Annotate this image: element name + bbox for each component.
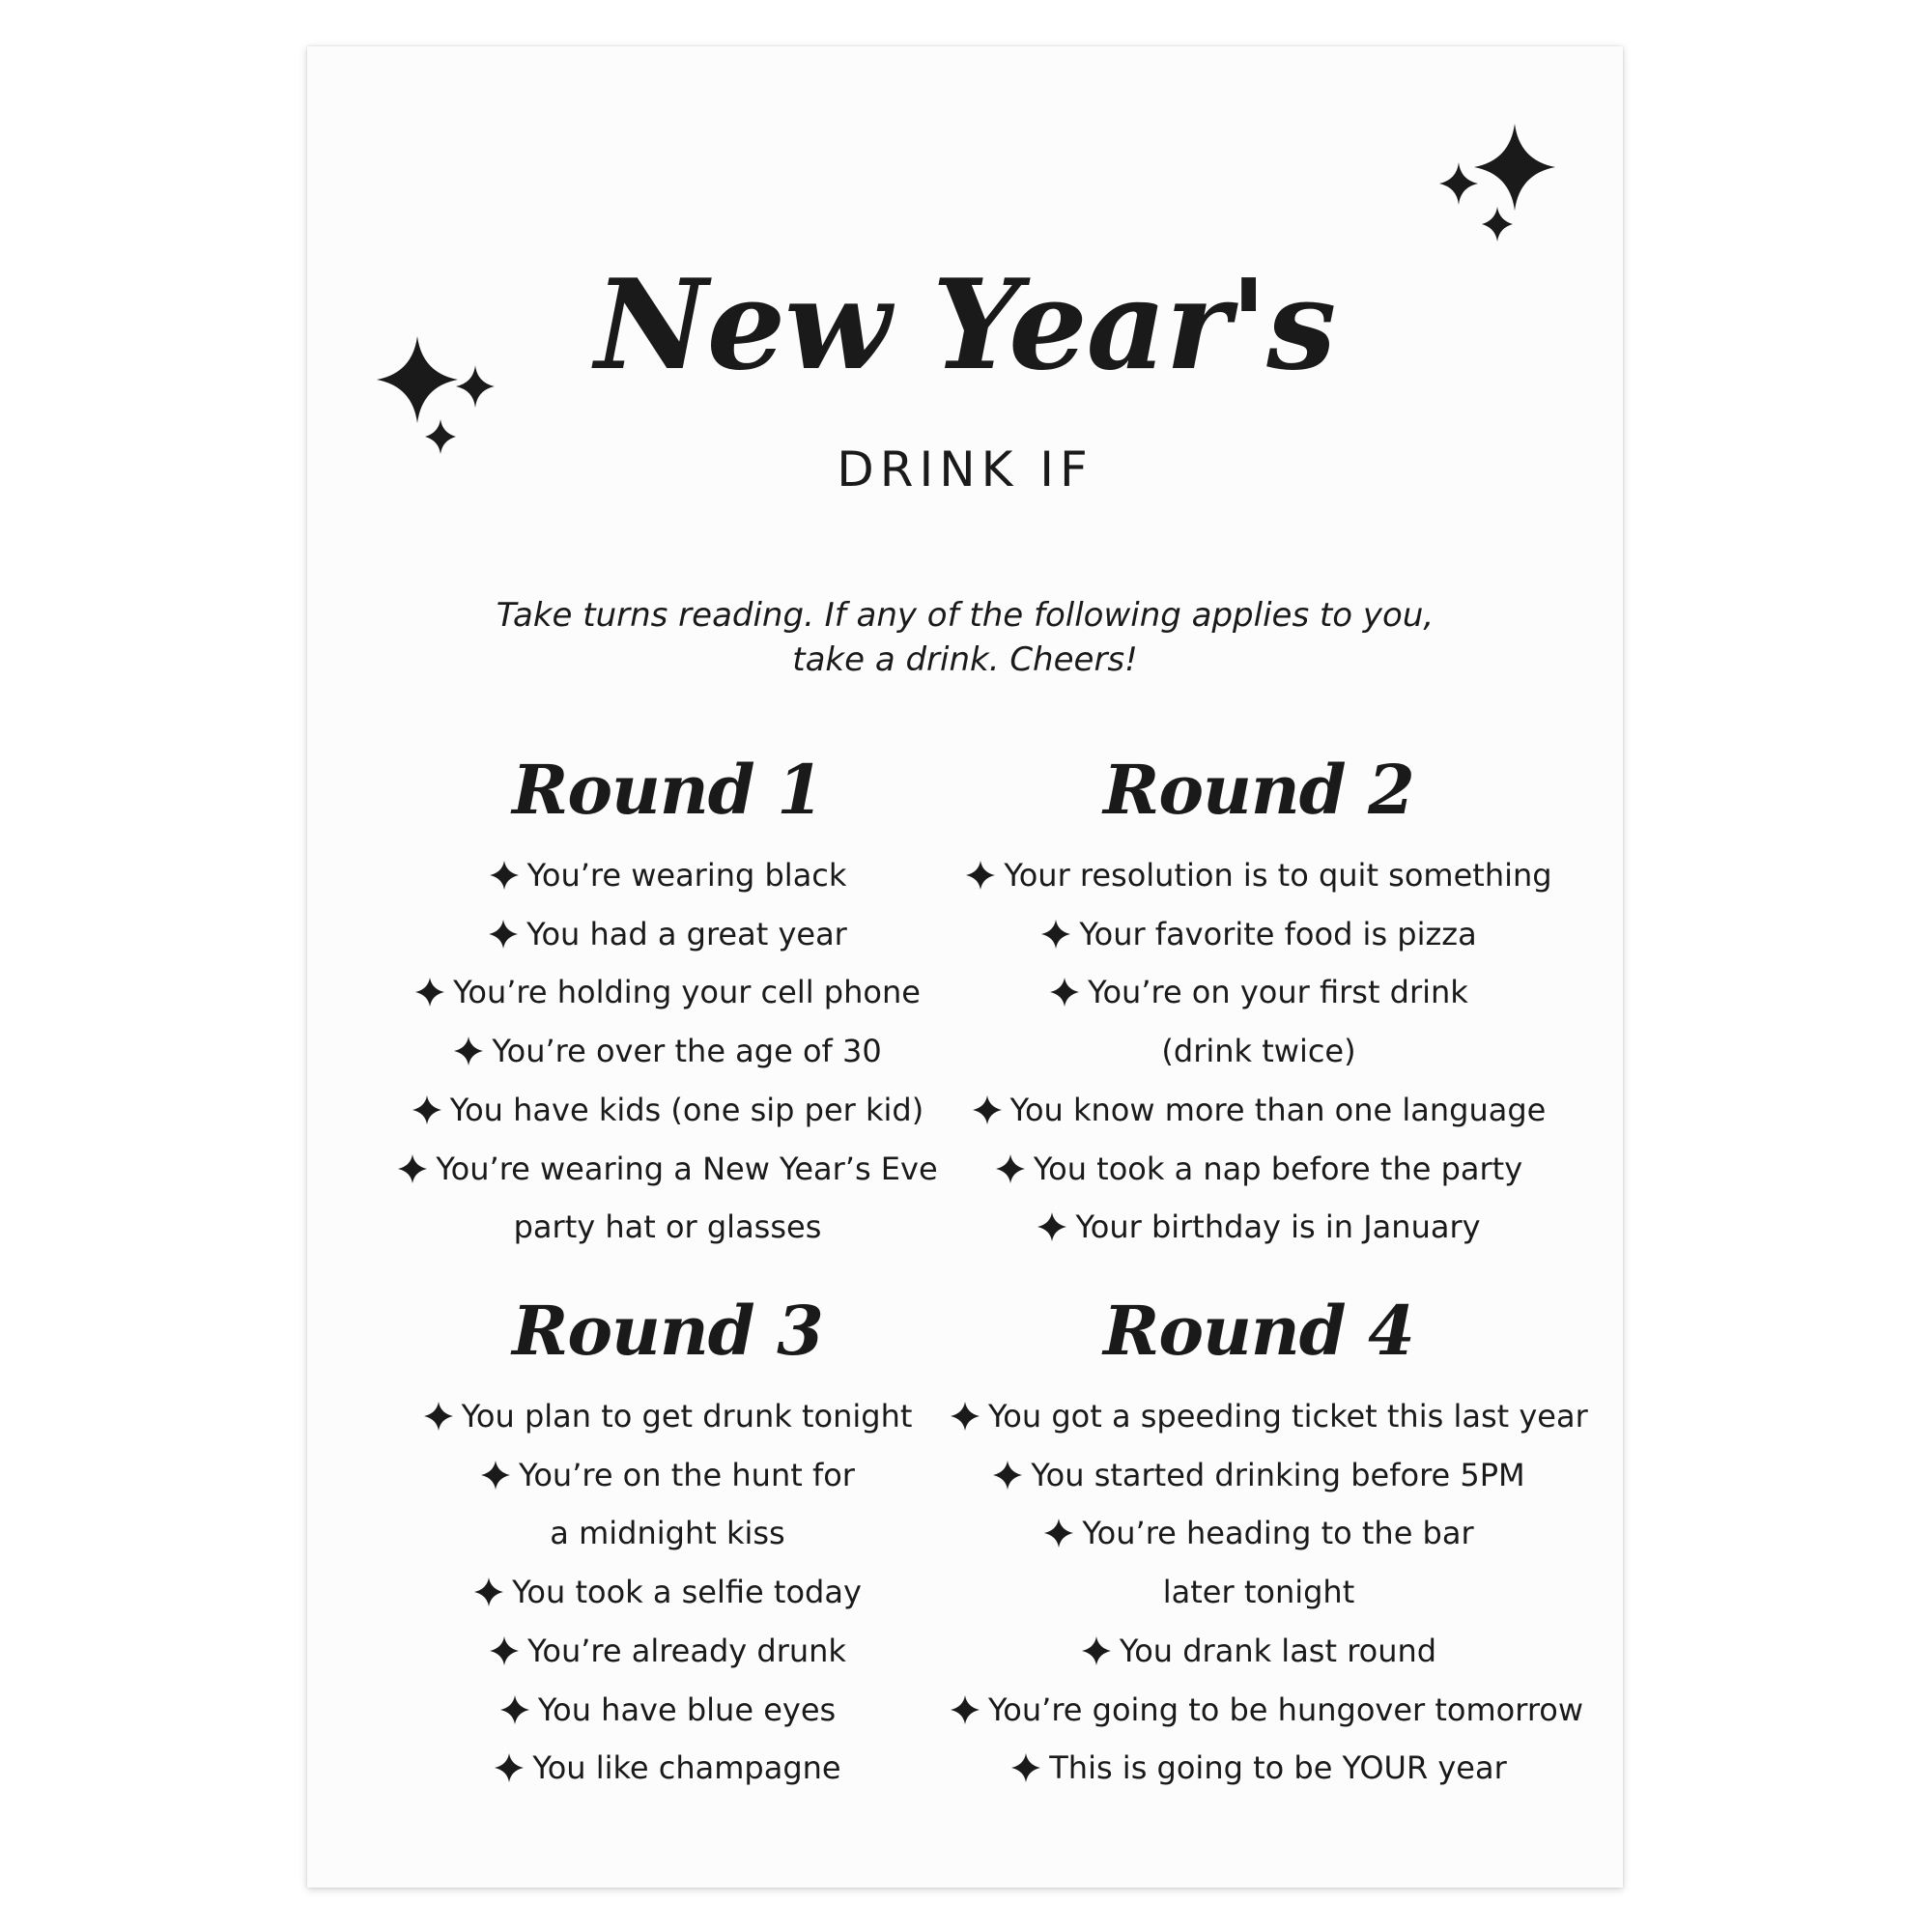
list-item bbox=[950, 1446, 1568, 1505]
list-item-text: You have blue eyes bbox=[537, 1690, 837, 1728]
list-item-text: You’re on the hunt for bbox=[519, 1456, 855, 1493]
sparkle-bullet-icon bbox=[992, 1451, 1023, 1482]
sparkle-bullet-icon bbox=[412, 1086, 442, 1117]
instructions-line-2: take a drink. Cheers! bbox=[792, 640, 1138, 679]
sparkle-bullet-icon bbox=[1040, 910, 1071, 941]
list-item-text: You’re wearing a New Year’s Eve bbox=[436, 1150, 938, 1187]
page-title: New Year's bbox=[594, 253, 1336, 398]
list-item-text: You got a speeding ticket this last year bbox=[988, 1398, 1588, 1435]
game-card bbox=[307, 46, 1623, 1888]
list-item bbox=[358, 1140, 977, 1199]
sparkle-bullet-icon bbox=[1043, 1509, 1074, 1540]
list-item-text: You took a nap before the party bbox=[1033, 1150, 1523, 1187]
sparkle-bullet-icon bbox=[950, 1392, 980, 1423]
list-item-text: You’re going to be hungover tomorrow bbox=[988, 1690, 1584, 1728]
sparkle-bullet-icon bbox=[414, 968, 445, 999]
list-item-text: You’re heading to the bar bbox=[1082, 1515, 1474, 1552]
list-item-text: You’re wearing black bbox=[526, 857, 847, 894]
list-item bbox=[358, 1198, 977, 1257]
list-item bbox=[950, 1198, 1568, 1257]
sparkle-bullet-icon bbox=[995, 1145, 1026, 1176]
list-item bbox=[358, 1739, 977, 1798]
round-title: Round 4 bbox=[1103, 1291, 1414, 1371]
list-item-text: You started drinking before 5PM bbox=[1031, 1456, 1525, 1493]
sparkle-bullet-icon bbox=[1049, 968, 1080, 999]
list-item bbox=[358, 905, 977, 964]
sparkle-bullet-icon bbox=[494, 1744, 525, 1775]
list-item bbox=[358, 846, 977, 905]
list-item bbox=[950, 1739, 1568, 1798]
list-item bbox=[358, 1504, 977, 1563]
list-item bbox=[950, 1681, 1584, 1740]
list-item bbox=[950, 1622, 1568, 1681]
list-item bbox=[358, 1681, 977, 1740]
sparkle-bullet-icon bbox=[489, 1627, 520, 1658]
list-item bbox=[358, 963, 977, 1022]
list-item-text: You like champagne bbox=[532, 1749, 841, 1787]
instructions bbox=[307, 593, 1623, 682]
list-item bbox=[950, 1387, 1588, 1446]
sparkle-bullet-icon bbox=[473, 1568, 504, 1599]
list-item bbox=[358, 1081, 977, 1140]
sparkle-bullet-icon bbox=[453, 1027, 484, 1058]
list-item-text: You’re on your first drink bbox=[1088, 974, 1468, 1011]
list-item bbox=[358, 1022, 977, 1081]
list-item-text: You had a great year bbox=[526, 915, 847, 952]
sparkle-bullet-icon bbox=[972, 1086, 1003, 1117]
list-item-text: later tonight bbox=[1162, 1574, 1355, 1611]
round-title: Round 2 bbox=[1103, 750, 1414, 830]
list-item bbox=[950, 963, 1568, 1022]
instructions-line-1: Take turns reading. If any of the following applies to you, bbox=[496, 596, 1435, 635]
list-item-text: Your birthday is in January bbox=[1075, 1208, 1481, 1246]
list-item bbox=[358, 1446, 977, 1505]
list-item-text: You’re already drunk bbox=[527, 1632, 846, 1669]
list-item bbox=[950, 1081, 1568, 1140]
sparkle-bullet-icon bbox=[1010, 1744, 1041, 1775]
round-4 bbox=[950, 1285, 1588, 1798]
sparkle-bullet-icon bbox=[950, 1686, 980, 1717]
list-item-text: You’re over the age of 30 bbox=[492, 1033, 882, 1070]
round-2 bbox=[950, 744, 1568, 1257]
list-item-text: party hat or glasses bbox=[513, 1208, 822, 1246]
list-item-text: You know more than one language bbox=[1009, 1091, 1547, 1128]
round-3 bbox=[358, 1285, 977, 1798]
round-title: Round 1 bbox=[512, 750, 823, 830]
sparkle-bullet-icon bbox=[965, 851, 996, 882]
sparkle-bullet-icon bbox=[1037, 1203, 1067, 1234]
sparkle-bullet-icon bbox=[499, 1686, 530, 1717]
list-item-text: Your favorite food is pizza bbox=[1079, 915, 1477, 952]
sparkle-bullet-icon bbox=[480, 1451, 511, 1482]
list-item-text: (drink twice) bbox=[1161, 1033, 1356, 1070]
list-item bbox=[950, 905, 1568, 964]
sparkle-bullet-icon bbox=[397, 1145, 428, 1176]
round-list bbox=[358, 1387, 977, 1798]
list-item bbox=[950, 1140, 1568, 1199]
list-item-text: This is going to be YOUR year bbox=[1049, 1749, 1507, 1787]
list-item-text: You have kids (one sip per kid) bbox=[449, 1091, 924, 1128]
list-item-text: You’re holding your cell phone bbox=[453, 974, 921, 1011]
sparkle-bullet-icon bbox=[489, 851, 520, 882]
list-item-text: You drank last round bbox=[1119, 1632, 1437, 1669]
page-subtitle: DRINK IF bbox=[837, 441, 1094, 497]
list-item bbox=[950, 1504, 1568, 1563]
list-item-text: You plan to get drunk tonight bbox=[461, 1398, 913, 1435]
round-list bbox=[950, 1387, 1588, 1798]
round-1 bbox=[358, 744, 977, 1257]
sparkle-bullet-icon bbox=[1081, 1627, 1112, 1658]
round-title: Round 3 bbox=[512, 1291, 823, 1371]
sparkle-bullet-icon bbox=[423, 1392, 454, 1423]
round-list bbox=[358, 846, 977, 1257]
list-item bbox=[950, 1022, 1568, 1081]
list-item bbox=[950, 1563, 1568, 1622]
list-item-text: a midnight kiss bbox=[550, 1515, 785, 1552]
round-list bbox=[950, 846, 1568, 1257]
list-item-text: Your resolution is to quit something bbox=[1004, 857, 1552, 894]
list-item bbox=[358, 1387, 977, 1446]
list-item bbox=[358, 1563, 977, 1622]
list-item bbox=[358, 1622, 977, 1681]
sparkle-cluster-top-right bbox=[1418, 114, 1582, 259]
list-item-text: You took a selfie today bbox=[512, 1574, 862, 1611]
list-item bbox=[950, 846, 1568, 905]
sparkle-bullet-icon bbox=[488, 910, 519, 941]
